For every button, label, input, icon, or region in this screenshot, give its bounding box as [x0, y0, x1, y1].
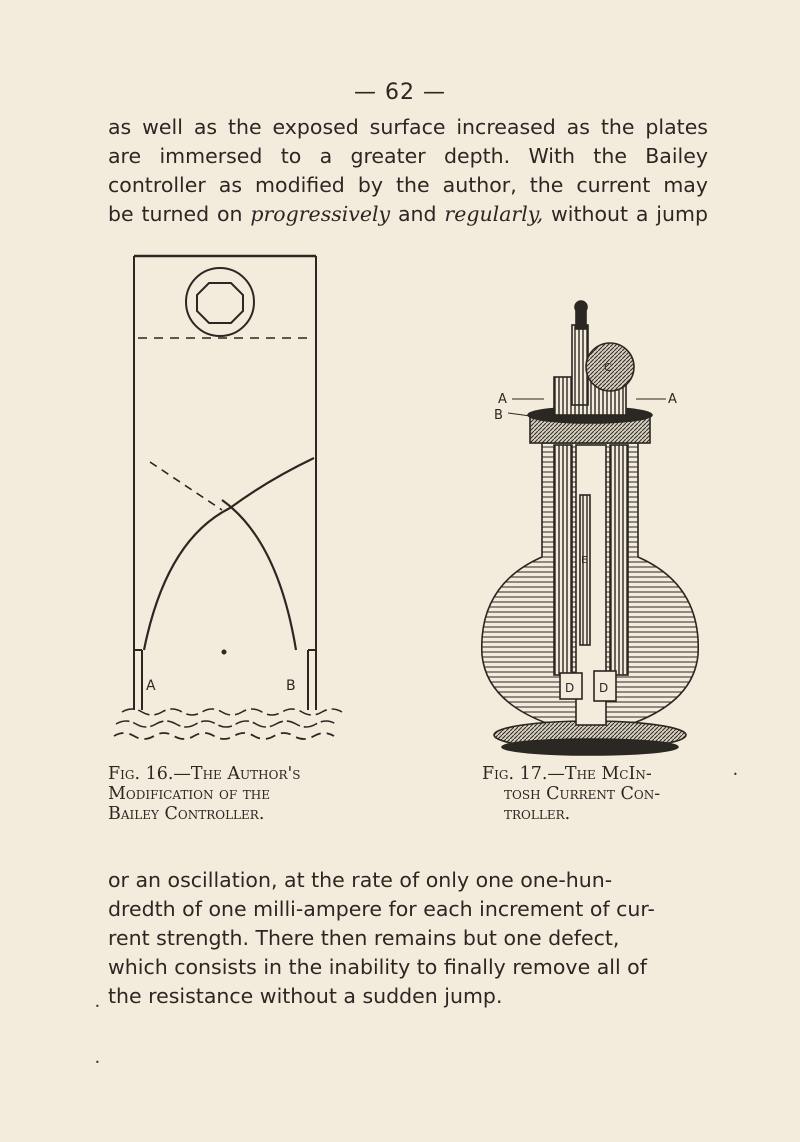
text-line: the resistance without a sudden jump.: [108, 984, 503, 1008]
text-run: be turned on: [108, 202, 251, 226]
text-line: [108, 200, 708, 229]
label-d-left: D: [565, 681, 575, 695]
page-number: — 62 —: [354, 80, 446, 105]
label-d-right: D: [599, 681, 609, 695]
text-line: as well as the exposed surface increased as the plates: [108, 115, 708, 139]
italic-word-regularly: regularly,: [444, 202, 544, 226]
label-a-right: A: [668, 392, 677, 407]
caption-line: Fig. 16.—The Author's: [108, 764, 301, 784]
text-line: which consists in the inability to finally remove all of: [108, 955, 647, 979]
figure-17-caption: [482, 764, 660, 824]
text-line: rent strength. There then remains but one defect,: [108, 926, 620, 950]
text-line: are immersed to a greater depth. With the Bailey: [108, 144, 708, 168]
ink-speck: •: [733, 770, 738, 779]
text-run: and: [390, 202, 445, 226]
label-a: A: [146, 678, 156, 694]
caption-line: tosh Current Con-: [504, 784, 661, 804]
label-a-left: A: [498, 392, 507, 407]
label-b: B: [286, 678, 296, 694]
paragraph-top: [108, 113, 708, 229]
text-line: controller as modified by the author, the current may: [108, 173, 708, 197]
paragraph-bottom: [108, 866, 708, 1011]
figure-17-illustration: [470, 295, 710, 760]
ink-speck: •: [95, 1058, 100, 1067]
label-b: B: [494, 408, 503, 423]
italic-word-progressively: progressively: [250, 202, 391, 226]
ink-speck: •: [95, 1002, 100, 1011]
caption-line: Modification of the: [108, 784, 270, 804]
figure-16-caption: [108, 764, 301, 824]
label-c: C: [604, 361, 612, 374]
caption-line: Bailey Controller.: [108, 804, 265, 824]
figure-16-illustration: [110, 250, 350, 750]
caption-line: Fig. 17.—The McIn-: [482, 764, 652, 784]
text-run: without a jump: [543, 202, 708, 226]
label-e: E: [581, 555, 588, 566]
text-line: or an oscillation, at the rate of only one one-hun-: [108, 868, 613, 892]
text-line: dredth of one milli-ampere for each increment of cur-: [108, 897, 655, 921]
caption-line: troller.: [504, 804, 571, 824]
